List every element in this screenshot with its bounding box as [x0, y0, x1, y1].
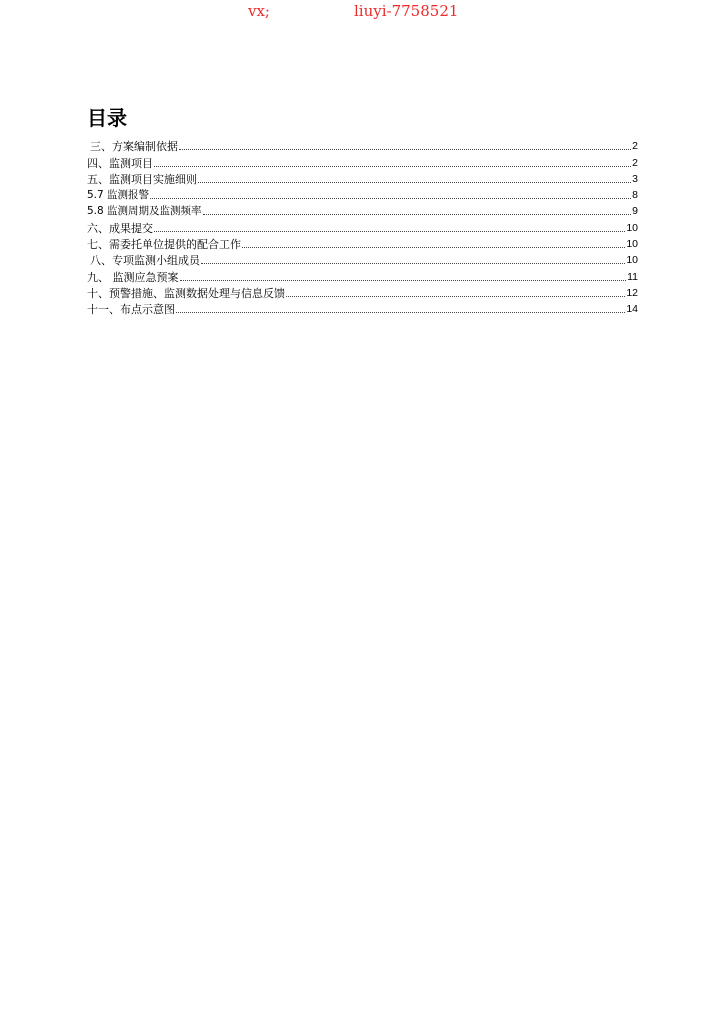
toc-entry-page: 8	[632, 189, 638, 202]
toc-entry[interactable]	[87, 268, 638, 284]
watermark-text-left: vx;	[248, 2, 270, 20]
toc-dot-leader	[286, 296, 625, 297]
toc-entry[interactable]	[87, 236, 638, 252]
toc-entry[interactable]	[87, 187, 638, 203]
watermark	[0, 0, 724, 22]
toc-entry-text: 5.8 监测周期及监测频率	[87, 205, 202, 218]
toc-entry-text: 十、预警措施、监测数据处理与信息反馈	[87, 286, 285, 300]
toc-dot-leader	[176, 312, 625, 313]
toc-entry-page: 2	[632, 156, 638, 169]
toc-entry-text: 六、成果提交	[87, 221, 153, 235]
toc-dot-leader	[203, 214, 632, 215]
toc-entry[interactable]	[87, 252, 638, 268]
toc-entry-text: 八、专项监测小组成员	[90, 254, 200, 268]
toc-list	[87, 138, 638, 317]
toc-entry[interactable]	[87, 171, 638, 187]
toc-entry[interactable]	[87, 285, 638, 301]
toc-entry[interactable]	[87, 138, 638, 154]
toc-entry-text: 三、方案编制依据	[90, 140, 178, 154]
toc-entry-page: 10	[626, 221, 638, 234]
table-of-contents	[87, 105, 638, 317]
toc-dot-leader	[201, 263, 625, 264]
toc-entry-page: 14	[626, 303, 638, 316]
toc-entry-page: 3	[632, 172, 638, 185]
toc-entry-page: 10	[626, 238, 638, 251]
toc-entry[interactable]	[87, 154, 638, 170]
toc-entry-text: 九、 监测应急预案	[87, 270, 179, 284]
toc-entry[interactable]	[87, 301, 638, 317]
toc-entry-text: 十一、布点示意图	[87, 303, 175, 317]
watermark-text-right: liuyi-7758521	[354, 2, 459, 20]
toc-entry[interactable]	[87, 203, 638, 219]
toc-entry-page: 12	[626, 286, 638, 299]
toc-entry-text: 四、监测项目	[87, 156, 153, 170]
toc-dot-leader	[242, 247, 625, 248]
toc-entry-text: 5.7 监测报警	[87, 189, 150, 202]
toc-entry-page: 9	[632, 205, 638, 218]
toc-entry-page: 2	[632, 140, 638, 153]
toc-entry-text: 五、监测项目实施细则	[87, 172, 197, 186]
toc-dot-leader	[154, 231, 625, 232]
toc-dot-leader	[150, 198, 631, 199]
toc-entry-text: 七、需委托单位提供的配合工作	[87, 238, 241, 252]
toc-title: 目录	[87, 106, 127, 130]
toc-dot-leader	[198, 182, 631, 183]
toc-entry[interactable]	[87, 219, 638, 235]
toc-dot-leader	[154, 166, 631, 167]
toc-dot-leader	[180, 280, 627, 281]
toc-entry-page: 11	[627, 270, 638, 283]
toc-entry-page: 10	[626, 254, 638, 267]
toc-dot-leader	[179, 149, 631, 150]
